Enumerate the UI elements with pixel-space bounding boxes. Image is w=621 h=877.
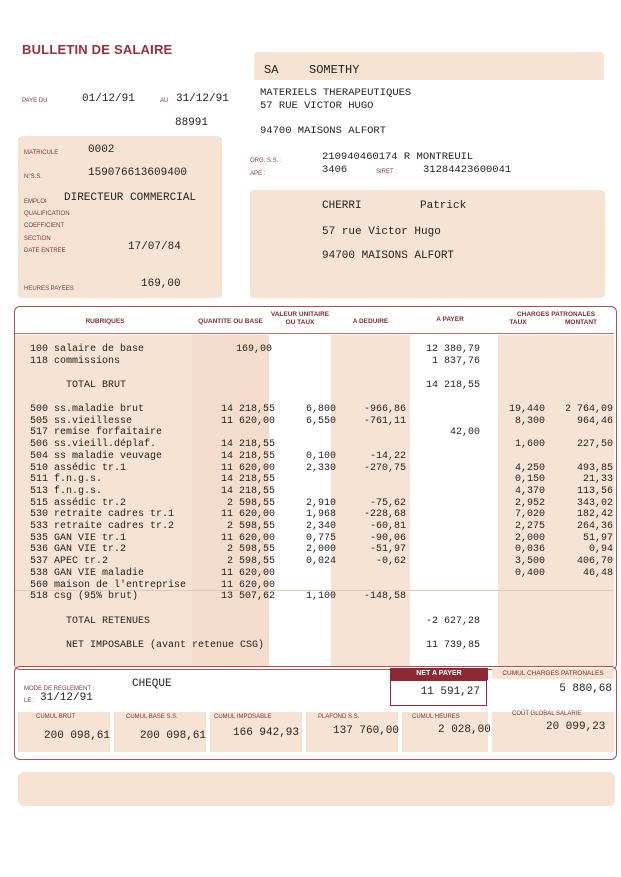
employee-info-box	[18, 136, 222, 298]
bulletin-number: 88991	[175, 117, 209, 129]
line-charge-amount: 493,85	[576, 462, 613, 474]
cumul-brut-label: CUMUL BRUT	[36, 714, 76, 720]
emploi-label: EMPLOI	[24, 199, 47, 205]
line-charge-amount: 182,42	[576, 509, 613, 521]
header-quantite: QUANTITE OU BASE	[198, 318, 263, 325]
line-qty: 169,00	[235, 344, 272, 355]
line-charge-amount: 21,33	[582, 474, 613, 486]
line-charge-amount: 0,94	[588, 544, 613, 556]
line-label: 537 APEC tr.2	[30, 556, 109, 568]
line-base: 2 598,55	[226, 521, 275, 532]
mode-reglement-label: MODE DE REGLEMENT :	[24, 686, 95, 692]
bottom-band	[18, 772, 615, 806]
line-charge-amount: 51,97	[582, 532, 613, 544]
net-a-payer-label: NET A PAYER	[390, 668, 488, 680]
ape-label: APE :	[250, 171, 266, 177]
line-deduction: -966,86	[363, 404, 406, 415]
line-charge-amount: 406,70	[576, 556, 613, 568]
line-label: 510 assédic tr.1	[30, 462, 127, 474]
line-rate: 0,775	[305, 532, 336, 544]
line-charge-rate: 2,952	[514, 497, 545, 509]
mode-reglement-value: CHEQUE	[132, 678, 172, 690]
au-label: AU	[160, 98, 169, 104]
period-end: 31/12/91	[176, 93, 229, 105]
line-base: 14 218,55	[220, 404, 275, 415]
line-deduction: -90,06	[369, 532, 406, 544]
employer-line2: 57 RUE VICTOR HUGO	[260, 100, 374, 112]
employer-line3: 94700 MAISONS ALFORT	[260, 125, 387, 137]
line-charge-amount: 46,48	[582, 567, 613, 579]
cumul-heures-label: CUMUL HEURES	[412, 714, 460, 720]
line-charge-rate: 4,250	[514, 462, 545, 474]
employer-name-prefix: SA	[264, 63, 279, 77]
matricule-label: MATRICULE	[24, 150, 59, 156]
line-charge-rate: 3,500	[514, 556, 545, 568]
heures-payees-value: 169,00	[141, 278, 181, 290]
period-start: 01/12/91	[82, 93, 135, 105]
line-base: 11 620,00	[220, 509, 275, 521]
line-label: 100 salaire de base	[30, 344, 145, 355]
line-deduction: -228,68	[363, 509, 406, 521]
ape-value: 3406	[322, 164, 348, 176]
line-label: 517 remise forfaitaire	[30, 427, 163, 439]
header-ou-taux: OU TAUX	[285, 319, 315, 326]
org-ss-value: 210940460174 R MONTREUIL	[322, 151, 474, 163]
date-entree-value: 17/07/84	[128, 241, 181, 253]
line-deduction: -270,75	[363, 462, 406, 474]
employee-firstname: Patrick	[420, 200, 467, 212]
line-base: 11 620,00	[220, 415, 275, 427]
line-deduction: -14,22	[369, 450, 406, 462]
line-base: 13 507,62	[220, 591, 275, 603]
line-base: 14 218,55	[220, 474, 275, 486]
nss-value: 159076613609400	[88, 167, 188, 179]
line-deduction: -75,62	[369, 497, 406, 509]
line-charge-amount: 264,36	[576, 521, 613, 532]
line-base: 14 218,55	[220, 439, 275, 451]
total-brut-value: 14 218,55	[425, 380, 480, 391]
paye-du-label: PAYE DU	[22, 98, 48, 104]
line-deduction: -51,97	[369, 544, 406, 556]
cumul-imposable-label: CUMUL IMPOSABLE	[214, 714, 272, 720]
cumul-brut-value: 200 098,61	[44, 730, 111, 742]
line-charge-rate: 19,440	[508, 404, 545, 415]
line-base: 2 598,55	[226, 556, 275, 568]
line-charge-rate: 4,370	[514, 485, 545, 497]
line-label: 504 ss maladie veuvage	[30, 450, 163, 462]
line-label: 538 GAN VIE maladie	[30, 567, 145, 579]
line-charge-rate: 1,600	[514, 439, 545, 451]
total-retenues-value: -2 627,28	[425, 616, 480, 627]
line-pay: 12 380,79	[425, 344, 480, 355]
employee-address-line2: 94700 MAISONS ALFORT	[322, 250, 455, 262]
line-base: 14 218,55	[220, 485, 275, 497]
line-rate: 2,330	[305, 462, 336, 474]
net-imposable-value: 11 739,85	[425, 640, 480, 651]
line-base: 2 598,55	[226, 497, 275, 509]
line-deduction: -60,81	[369, 521, 406, 532]
line-deduction: -148,58	[363, 591, 406, 603]
line-deduction: -761,11	[363, 415, 406, 427]
date-entree-label: DATE ENTREE	[24, 248, 66, 254]
cumul-charges-label: CUMUL CHARGES PATRONALES	[492, 668, 614, 679]
line-deduction: -0,62	[375, 556, 406, 568]
line-charge-amount: 964,46	[576, 415, 613, 427]
employee-address-line1: 57 rue Victor Hugo	[322, 226, 441, 238]
line-rate: 1,968	[305, 509, 336, 521]
line-base: 14 218,55	[220, 450, 275, 462]
qualification-label: QUALIFICATION	[24, 211, 70, 217]
line-label: 533 retraite cadres tr.2	[30, 521, 175, 532]
line-charge-amount: 113,56	[576, 485, 613, 497]
line-label: 506 ss.vieill.déplaf.	[30, 439, 157, 451]
line-pay: 1 837,76	[431, 356, 480, 367]
employer-line1: MATERIELS THERAPEUTIQUES	[260, 87, 412, 99]
header-charges-patronales: CHARGES PATRONALES	[516, 311, 596, 318]
header-taux: TAUX	[509, 319, 527, 326]
payment-date-label: LE :	[24, 698, 35, 704]
heures-payees-label: HEURES PAYEES	[24, 286, 74, 292]
cumul-base-value: 200 098,61	[140, 730, 207, 742]
line-rate: 6,550	[305, 415, 336, 427]
line-charge-rate: 0,150	[514, 474, 545, 486]
line-label: 513 f.n.g.s.	[30, 485, 103, 497]
line-label: 560 maison de l'entreprise	[30, 579, 187, 591]
line-charge-rate: 8,300	[514, 415, 545, 427]
line-rate: 2,340	[305, 521, 336, 532]
employee-name: CHERRI	[322, 200, 362, 212]
cumul-heures-value: 2 028,00	[438, 724, 491, 736]
line-label: 511 f.n.g.s.	[30, 474, 103, 486]
net-a-payer-value: 11 591,27	[420, 686, 480, 698]
nss-label: N°S.S.	[24, 174, 43, 180]
cout-global-label: COÛT GLOBAL SALARIE	[512, 711, 582, 717]
header-valeur-unitaire: VALEUR UNITAIRE	[270, 311, 330, 318]
coefficient-label: COEFFICIENT	[24, 223, 64, 229]
line-rate: 1,100	[305, 591, 336, 603]
section-label: SECTION	[24, 236, 51, 242]
header-deduire: A DEDUIRE	[352, 318, 389, 325]
total-brut-label: TOTAL BRUT	[66, 380, 127, 391]
line-base: 2 598,55	[226, 544, 275, 556]
total-retenues-label: TOTAL RETENUES	[66, 616, 151, 627]
line-charge-amount: 227,50	[576, 439, 613, 451]
line-label: 535 GAN VIE tr.1	[30, 532, 127, 544]
plafond-value: 137 760,00	[333, 725, 400, 737]
cout-global-value: 20 099,23	[546, 721, 606, 733]
document-title: BULLETIN DE SALAIRE	[22, 42, 173, 57]
line-base: 11 620,00	[220, 579, 275, 591]
line-rate: 0,024	[305, 556, 336, 568]
line-charge-rate: 0,400	[514, 567, 545, 579]
line-label: 118 commissions	[30, 356, 121, 367]
line-charge-rate: 0,036	[514, 544, 545, 556]
line-label: 505 ss.vieillesse	[30, 415, 133, 427]
line-base: 11 620,00	[220, 462, 275, 474]
org-ss-label: ORG. S.S. :	[250, 158, 282, 164]
line-rate: 2,000	[305, 544, 336, 556]
line-label: 500 ss.maladie brut	[30, 404, 145, 415]
line-charge-rate: 2,275	[514, 521, 545, 532]
line-charge-rate: 7,020	[514, 509, 545, 521]
header-montant: MONTANT	[564, 319, 597, 326]
line-charge-rate: 2,000	[514, 532, 545, 544]
line-charge-amount: 2 764,09	[564, 404, 613, 415]
line-rate: 0,100	[305, 450, 336, 462]
plafond-label: PLAFOND S.S.	[318, 714, 360, 720]
line-label: 515 assédic tr.2	[30, 497, 127, 509]
cumul-base-label: CUMUL BASE S.S.	[126, 714, 178, 720]
line-base: 11 620,00	[220, 532, 275, 544]
cumul-charges-value: 5 880,68	[559, 683, 612, 695]
line-label: 536 GAN VIE tr.2	[30, 544, 127, 556]
line-rate: 6,800	[305, 404, 336, 415]
matricule-value: 0002	[88, 144, 115, 156]
siret-label: SIRET :	[376, 169, 397, 175]
line-base: 11 620,00	[220, 567, 275, 579]
net-imposable-label: NET IMPOSABLE (avant retenue CSG)	[66, 640, 265, 651]
siret-value: 31284423600041	[423, 164, 512, 176]
employer-name: SOMETHY	[309, 63, 360, 77]
payment-date-value: 31/12/91	[40, 692, 93, 704]
header-rubriques: RUBRIQUES	[85, 318, 125, 325]
line-rate: 2,910	[305, 497, 336, 509]
line-pay: 42,00	[449, 427, 480, 439]
emploi-value: DIRECTEUR COMMERCIAL	[64, 192, 197, 204]
line-charge-amount: 343,02	[576, 497, 613, 509]
line-label: 530 retraite cadres tr.1	[30, 509, 175, 521]
header-payer: A PAYER	[436, 316, 464, 323]
cumul-imposable-value: 166 942,93	[233, 727, 300, 739]
line-label: 518 csg (95% brut)	[30, 591, 139, 603]
header-separator	[15, 333, 614, 334]
